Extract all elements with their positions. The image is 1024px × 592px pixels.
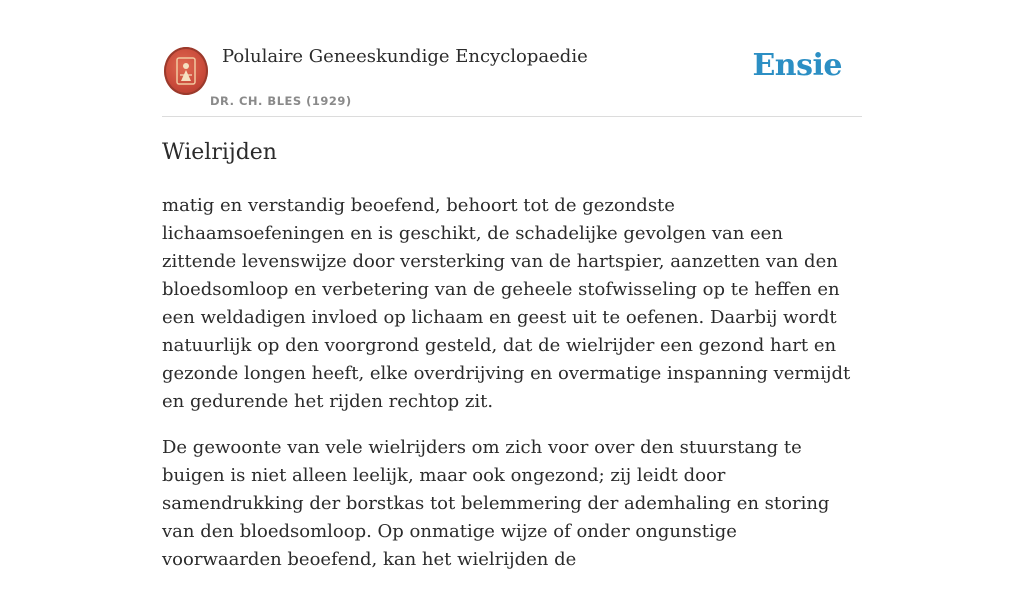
book-header [162,40,862,117]
entry-paragraph-1: matig en verstandig beoefend, behoort tot de gezondste lichaamsoefeningen en is geschikt, de schadelijke gevolgen van een zittende levenswijze door versterking van de hartspier, aanzetten van den bloedsomloop en verbetering van de geheele stofwisseling op te heffen en een weldadigen invloed op lichaam en geest uit te oefenen. Daarbij wordt natuurlijk op den voorgrond gesteld, dat de wielrijder een gezond hart en gezonde longen heeft, elke overdrijving en overmatige inspanning vermijdt en gedurende het rijden rechtop zit. [162,195,851,412]
entry-content [162,192,862,592]
entry-title: Wielrijden [162,140,277,165]
entry-paragraph-2: De gewoonte van vele wielrijders om zich voor over den stuurstang te buigen is niet alleen leelijk, maar ook ongezond; zij leidt door samendrukking der borstkas tot belemmering der ademhaling en storing van den bloedsomloop. Op onmatige wijze of onder ongunstige voorwaarden beoefend, kan het wielrijden de [162,437,830,570]
book-seal-icon[interactable] [164,47,208,95]
book-title[interactable]: Polulaire Geneeskundige Encyclopaedie [222,46,588,67]
brand-logo[interactable]: Ensie [752,48,842,83]
book-author: DR. CH. BLES (1929) [210,94,352,108]
